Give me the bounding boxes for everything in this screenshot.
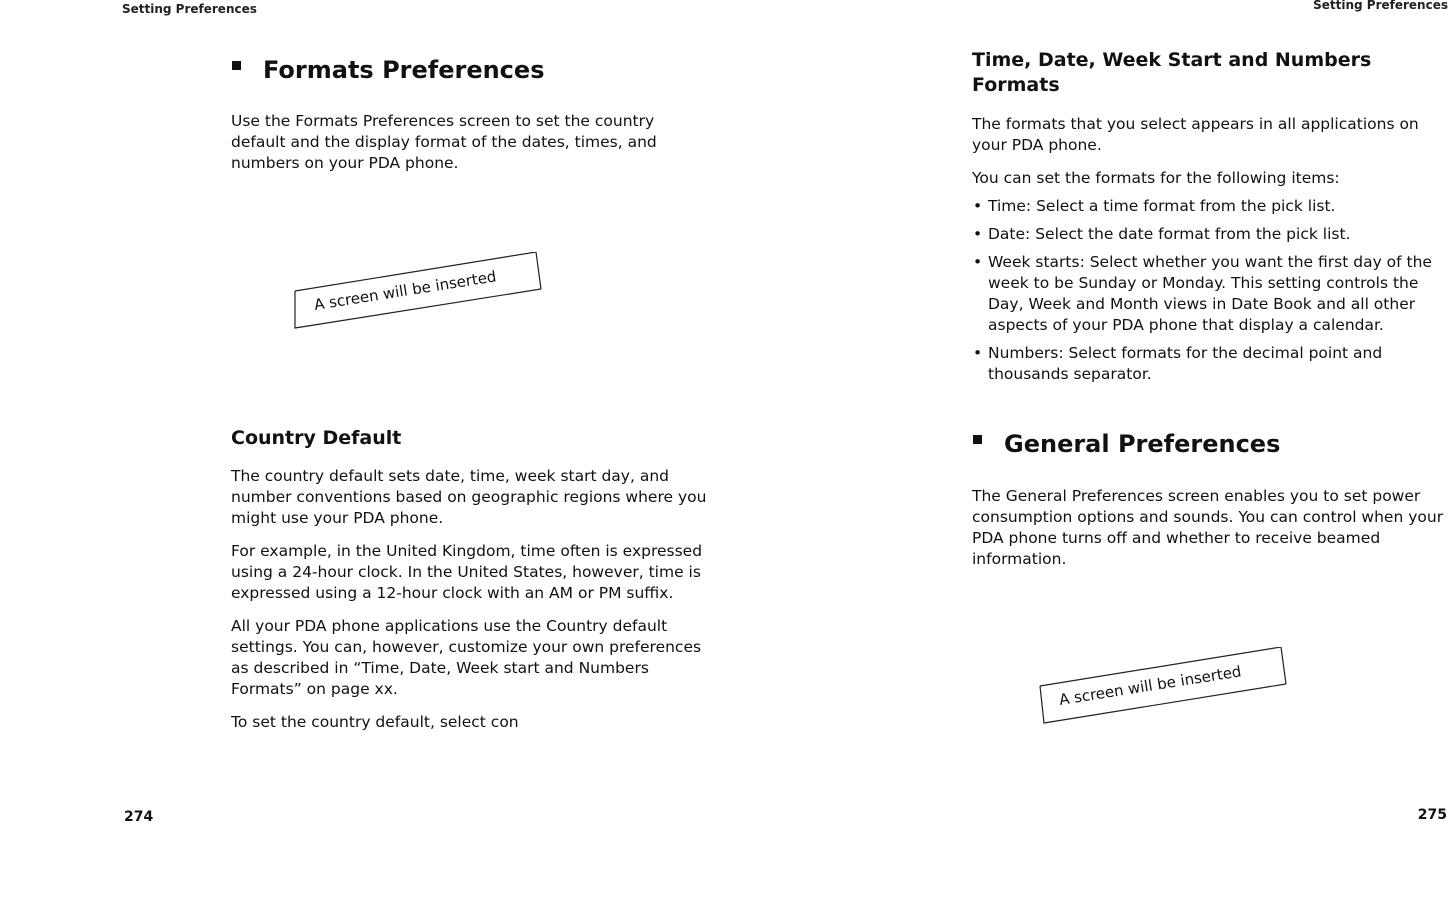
running-head-right: Setting Preferences	[1313, 0, 1448, 12]
country-paragraph-1: The country default sets date, time, week start day, and number conventions based on geographic regions where you might use your PDA phone.	[231, 467, 707, 527]
placeholder-text: A screen will be inserted	[1057, 662, 1243, 709]
general-intro: The General Preferences screen enables you to set power consumption options and sounds. You can control when your PDA phone turns off and whether to receive beamed information.	[972, 487, 1444, 568]
general-preferences-heading-text: General Preferences	[1004, 430, 1281, 458]
square-bullet-icon	[973, 435, 982, 444]
time-date-heading: Time, Date, Week Start and Numbers Formats	[972, 49, 1372, 97]
square-bullet-icon	[232, 61, 241, 70]
running-head-left: Setting Preferences	[122, 2, 257, 16]
list-item: • Date: Select the date format from the pick list.	[972, 224, 1448, 245]
country-paragraph-4: To set the country default, select con	[231, 713, 519, 731]
list-item: • Week starts: Select whether you want the first day of the week to be Sunday or Monday. This setting controls the Day, Week and Month views in Date Book and all other aspects of your PDA phone that display a calendar.	[972, 252, 1448, 336]
country-default-heading: Country Default	[231, 427, 402, 449]
format-items-list	[972, 196, 1448, 385]
page-number-left: 274	[124, 809, 154, 825]
general-preferences-heading	[973, 430, 1280, 459]
formats-preferences-heading-text: Formats Preferences	[263, 56, 545, 84]
formats-intro-block	[231, 111, 709, 186]
placeholder-text: A screen will be inserted	[312, 267, 498, 314]
placeholder-frame-icon	[293, 252, 543, 332]
screen-placeholder-right	[1038, 647, 1288, 727]
placeholder-frame-icon	[1038, 647, 1288, 727]
formats-intro: Use the Formats Preferences screen to set the country default and the display format of the dates, times, and numbers on your PDA phone.	[231, 112, 657, 172]
time-paragraph-1: The formats that you select appears in all applications on your PDA phone.	[972, 115, 1419, 154]
formats-preferences-heading	[232, 56, 544, 85]
country-paragraph-3: All your PDA phone applications use the Country default settings. You can, however, customize your own preferences as described in “Time, Date, Week start and Numbers Formats” on page xx.	[231, 617, 702, 698]
screen-placeholder-left	[293, 252, 543, 332]
general-intro-block	[972, 486, 1448, 582]
time-date-body	[972, 114, 1448, 392]
time-paragraph-2: You can set the formats for the following items:	[972, 169, 1340, 187]
country-default-body	[231, 466, 709, 745]
page-number-right: 275	[1417, 807, 1447, 823]
list-item: • Numbers: Select formats for the decimal point and thousands separator.	[972, 343, 1448, 385]
country-paragraph-2: For example, in the United Kingdom, time often is expressed using a 24-hour clock. In the United States, however, time is expressed using a 12-hour clock with an AM or PM suffix.	[231, 542, 703, 602]
list-item: • Time: Select a time format from the pick list.	[972, 196, 1448, 217]
